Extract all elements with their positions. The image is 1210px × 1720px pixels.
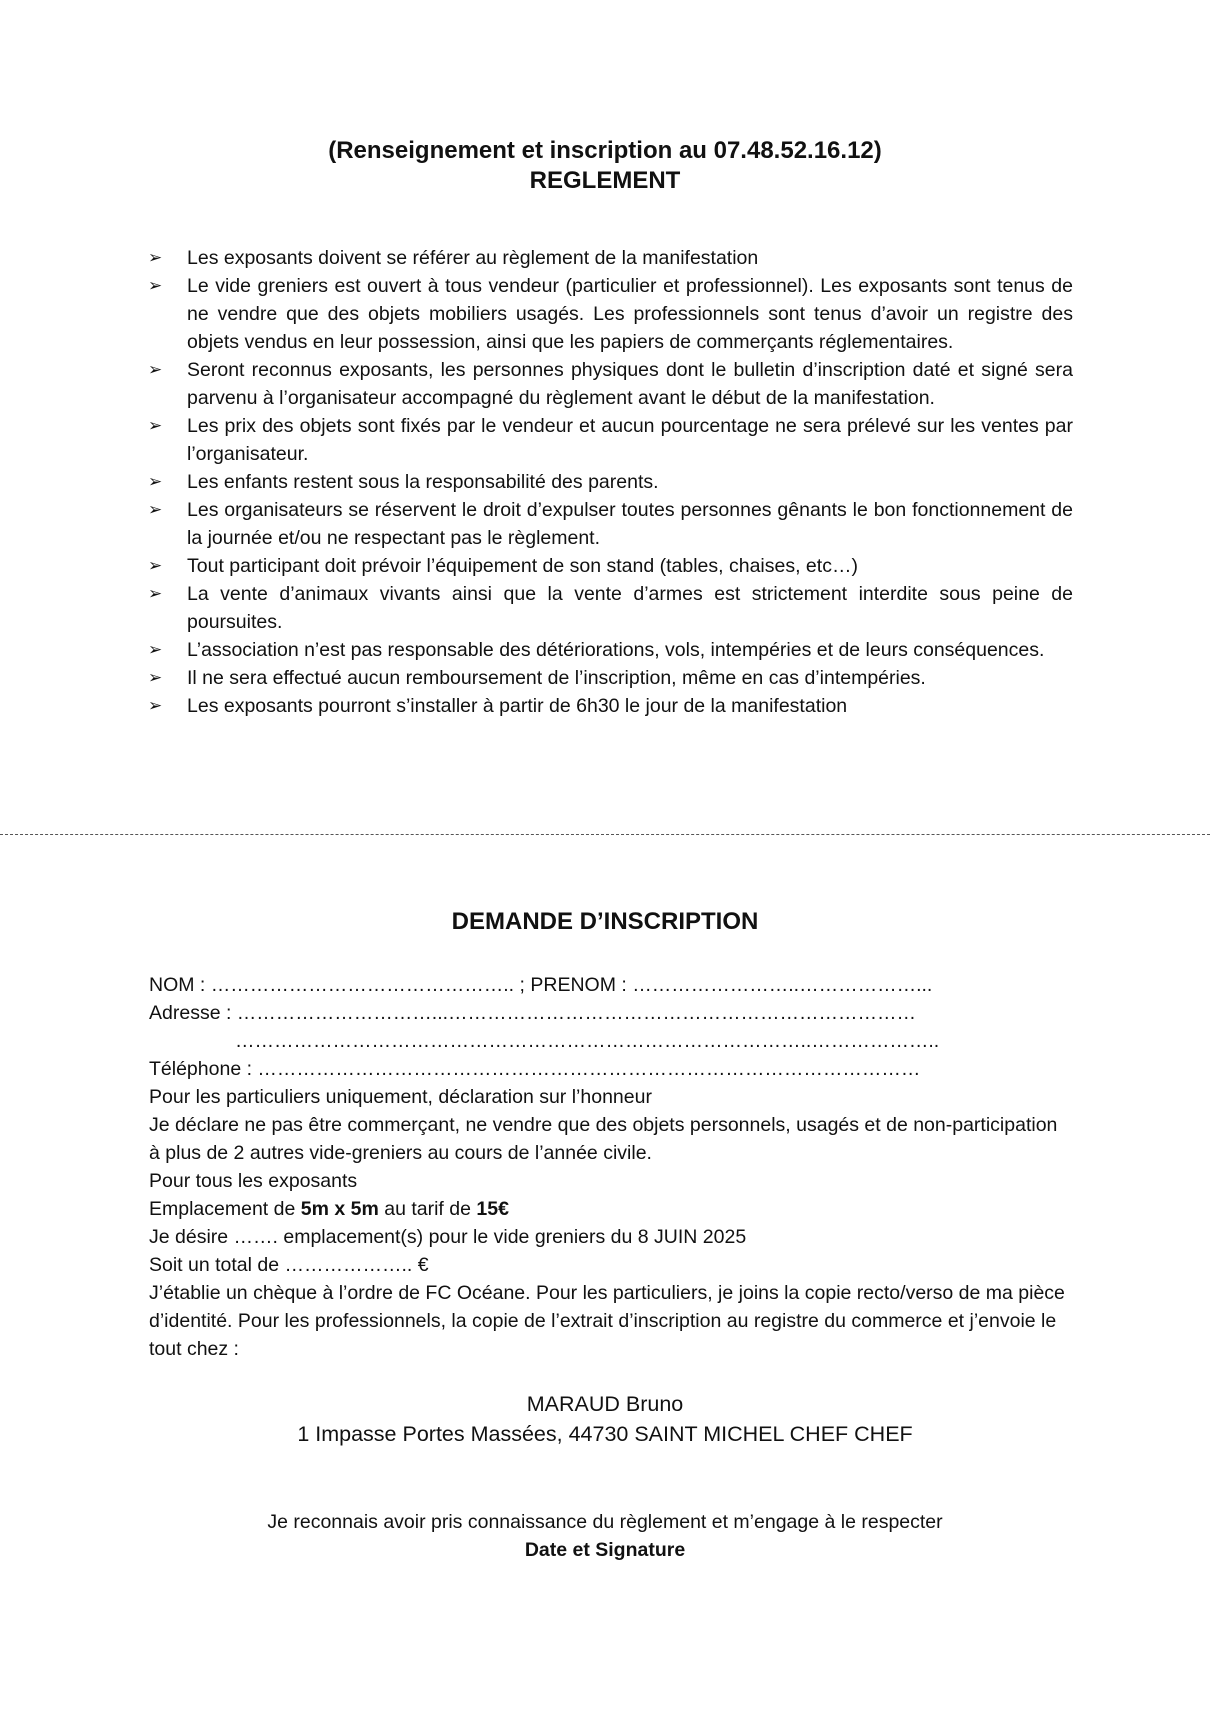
arrow-bullet-icon: ➢ bbox=[148, 500, 163, 519]
rule-text: Les enfants restent sous la responsabilité des parents. bbox=[187, 471, 659, 493]
prenom-field[interactable]: ……………………..………………... bbox=[632, 974, 933, 996]
arrow-bullet-icon: ➢ bbox=[148, 584, 163, 603]
mailing-address bbox=[0, 1389, 1210, 1449]
rule-item bbox=[148, 636, 1073, 664]
rule-item bbox=[148, 692, 1073, 720]
acknowledgement bbox=[0, 1508, 1210, 1564]
arrow-bullet-icon: ➢ bbox=[148, 276, 163, 295]
arrow-bullet-icon: ➢ bbox=[148, 556, 163, 575]
signature-label: Date et Signature bbox=[524, 1539, 686, 1561]
rule-item bbox=[148, 356, 1073, 412]
address-line-2 bbox=[149, 1027, 1069, 1055]
empl-size: 5m x 5m bbox=[300, 1198, 379, 1220]
name-line bbox=[149, 971, 1069, 999]
arrow-bullet-icon: ➢ bbox=[148, 696, 163, 715]
page-title: REGLEMENT bbox=[529, 167, 681, 194]
nom-field[interactable]: ……………………………………….. bbox=[210, 974, 515, 996]
arrow-bullet-icon: ➢ bbox=[148, 416, 163, 435]
address-line bbox=[149, 999, 1069, 1027]
contact-line: (Renseignement et inscription au 07.48.52.16.12) bbox=[328, 137, 882, 164]
registration-form bbox=[149, 971, 1069, 1363]
adresse-label: Adresse : bbox=[149, 1002, 232, 1024]
rule-text: Seront reconnus exposants, les personnes physiques dont le bulletin d’inscription daté et signé sera parvenu à l’organisateur accompagné du règlement avant le début de la manifestation. bbox=[187, 359, 1073, 409]
rule-item bbox=[148, 552, 1073, 580]
rule-text: Tout participant doit prévoir l’équipement de son stand (tables, chaises, etc…) bbox=[187, 555, 858, 577]
arrow-bullet-icon: ➢ bbox=[148, 640, 163, 659]
arrow-bullet-icon: ➢ bbox=[148, 668, 163, 687]
adresse-field[interactable]: …………………………...……………………………………………………………… bbox=[236, 1002, 917, 1024]
separator: ; bbox=[519, 974, 525, 996]
arrow-bullet-icon: ➢ bbox=[148, 248, 163, 267]
rule-text: Les prix des objets sont fixés par le vendeur et aucun pourcentage ne sera prélevé sur les ventes par l’organisateur. bbox=[187, 415, 1073, 465]
rule-text: Les organisateurs se réservent le droit d’expulser toutes personnes gênants le bon fonctionnement de la journée et/ou ne respectant pas le règlement. bbox=[187, 499, 1073, 549]
rule-item bbox=[148, 244, 1073, 272]
declaration-text: Je déclare ne pas être commerçant, ne vendre que des objets personnels, usagés et de non-participation à plus de 2 autres vide-greniers au cours de l’année civile. bbox=[149, 1114, 1058, 1164]
rule-item bbox=[148, 580, 1073, 636]
telephone-field[interactable]: ………………………………………………………………………………………… bbox=[257, 1058, 921, 1080]
exposants-heading: Pour tous les exposants bbox=[149, 1170, 358, 1192]
rule-item bbox=[148, 468, 1073, 496]
particuliers-heading: Pour les particuliers uniquement, déclaration sur l’honneur bbox=[149, 1086, 652, 1108]
desire-line[interactable]: Je désire ……. emplacement(s) pour le vide greniers du 8 JUIN 2025 bbox=[149, 1226, 747, 1248]
arrow-bullet-icon: ➢ bbox=[148, 360, 163, 379]
rule-item bbox=[148, 272, 1073, 356]
recipient-street: 1 Impasse Portes Massées, 44730 SAINT MICHEL CHEF CHEF bbox=[297, 1422, 913, 1446]
header bbox=[0, 136, 1210, 196]
cheque-text: J’établie un chèque à l’ordre de FC Océane. Pour les particuliers, je joins la copie recto/verso de ma pièce d’identité. Pour les professionnels, la copie de l’extrait d’inscription au registre du commerce et j’envoie le tout chez : bbox=[149, 1282, 1065, 1360]
rule-text: Le vide greniers est ouvert à tous vendeur (particulier et professionnel). Les exposants sont tenus de ne vendre que des objets mobiliers usagés. Les professionnels sont tenus d’avoir un registre des objets vendus en leur possession, ainsi que les papiers de commerçants réglementaires. bbox=[187, 275, 1073, 353]
rule-item bbox=[148, 412, 1073, 468]
arrow-bullet-icon: ➢ bbox=[148, 472, 163, 491]
rule-text: La vente d’animaux vivants ainsi que la vente d’armes est strictement interdite sous peine de poursuites. bbox=[187, 583, 1073, 633]
acknowledgement-text: Je reconnais avoir pris connaissance du règlement et m’engage à le respecter bbox=[267, 1511, 943, 1533]
recipient-name: MARAUD Bruno bbox=[526, 1392, 684, 1416]
adresse-field-2[interactable]: ……………………………………………………………………………..……………….. bbox=[235, 1030, 940, 1052]
form-title: DEMANDE D’INSCRIPTION bbox=[451, 908, 759, 935]
cut-line-divider bbox=[0, 834, 1210, 835]
rule-text: Il ne sera effectué aucun remboursement de l’inscription, même en cas d’intempéries. bbox=[187, 667, 926, 689]
nom-label: NOM : bbox=[149, 974, 206, 996]
rule-text: Les exposants doivent se référer au règlement de la manifestation bbox=[187, 247, 759, 269]
emplacement-line bbox=[149, 1195, 1069, 1223]
prenom-label: PRENOM : bbox=[530, 974, 627, 996]
rule-item bbox=[148, 664, 1073, 692]
rule-text: Les exposants pourront s’installer à partir de 6h30 le jour de la manifestation bbox=[187, 695, 848, 717]
empl-mid: au tarif de bbox=[378, 1198, 477, 1220]
telephone-label: Téléphone : bbox=[149, 1058, 252, 1080]
empl-price: 15€ bbox=[476, 1198, 509, 1220]
rule-item bbox=[148, 496, 1073, 552]
total-line[interactable]: Soit un total de ……………….. € bbox=[149, 1254, 429, 1276]
rules-list bbox=[148, 244, 1073, 720]
empl-pre: Emplacement de bbox=[149, 1198, 301, 1220]
rule-text: L’association n’est pas responsable des détériorations, vols, intempéries et de leurs conséquences. bbox=[187, 639, 1045, 661]
phone-line bbox=[149, 1055, 1069, 1083]
